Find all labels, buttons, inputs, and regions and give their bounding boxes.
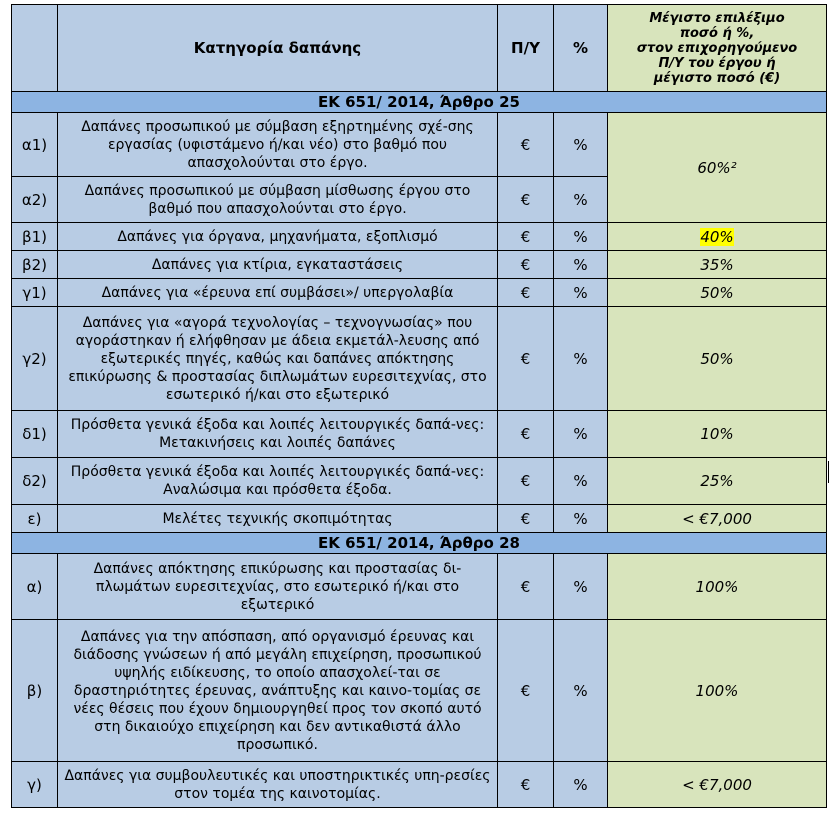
table-row [12,458,827,505]
row-pct: % [554,458,608,505]
row-description: Δαπάνες για κτίρια, εγκαταστάσεις [58,251,498,279]
row-py: € [498,411,554,458]
row-py: € [498,223,554,251]
header-max-line: μέγιστο ποσό (€) [653,70,781,86]
row-index: α2) [12,177,58,223]
table-row [12,620,827,762]
header-pct: % [554,5,608,92]
expense-table [11,4,827,808]
row-py: € [498,177,554,223]
row-max: 100% [608,554,827,620]
row-description: Δαπάνες για «έρευνα επί συμβάσει»/ υπεργολαβία [58,279,498,307]
row-index: β) [12,620,58,762]
row-description: Πρόσθετα γενικά έξοδα και λοιπές λειτουργικές δαπά-νες: Μετακινήσεις και λοιπές δαπάνες [58,411,498,458]
header-max-line: Μέγιστο επιλέξιμο [649,10,785,26]
table-row [12,762,827,808]
header-max [608,5,827,92]
row-py: € [498,620,554,762]
row-py: € [498,279,554,307]
table-row [12,411,827,458]
row-py: € [498,762,554,808]
section-title: ΕΚ 651/ 2014, Άρθρο 28 [12,533,827,554]
row-description: Πρόσθετα γενικά έξοδα και λοιπές λειτουργικές δαπά-νες: Αναλώσιμα και πρόσθετα έξοδα. [58,458,498,505]
row-pct: % [554,554,608,620]
row-max: 50% [608,279,827,307]
table-row [12,279,827,307]
table-row [12,223,827,251]
row-index: δ1) [12,411,58,458]
section-row [12,92,827,113]
row-index: α) [12,554,58,620]
row-index: β1) [12,223,58,251]
row-pct: % [554,307,608,411]
row-pct: % [554,762,608,808]
row-pct: % [554,251,608,279]
header-row [12,5,827,92]
table-row [12,113,827,177]
row-description: Δαπάνες προσωπικού με σύμβαση εξηρτημένης σχέ-σης εργασίας (υφιστάμενο ή/και νέο) στο βαθμό που απασχολούνται στο έργο. [58,113,498,177]
row-index: γ1) [12,279,58,307]
header-py: Π/Υ [498,5,554,92]
row-py: € [498,113,554,177]
row-max-merged: 60%² [608,113,827,223]
row-max: 50% [608,307,827,411]
row-pct: % [554,411,608,458]
section-title: ΕΚ 651/ 2014, Άρθρο 25 [12,92,827,113]
row-max: 35% [608,251,827,279]
row-max: 25% [608,458,827,505]
row-py: € [498,251,554,279]
header-blank [12,5,58,92]
row-description: Δαπάνες προσωπικού με σύμβαση μίσθωσης έργου στο βαθμό που απασχολούνται στο έργο. [58,177,498,223]
row-py: € [498,458,554,505]
row-description: Δαπάνες για «αγορά τεχνολογίας – τεχνογνωσίας» που αγοράστηκαν ή ελήφθησαν με άδεια εκμετάλ-λευσης από εξωτερικές πηγές, καθώς και δαπάνες απόκτησης επικύρωσης & προστασίας διπλωμάτων ευρεσιτεχνίας, στο εσωτερικό ή/και στο εξωτερικό [58,307,498,411]
header-max-line: στον επιχορηγούμενο [636,40,798,56]
row-index: β2) [12,251,58,279]
row-description: Δαπάνες απόκτησης επικύρωσης και προστασίας δι-πλωμάτων ευρεσιτεχνίας, στο εσωτερικό ή/και στο εξωτερικό [58,554,498,620]
row-description: Δαπάνες για συμβουλευτικές και υποστηρικτικές υπη-ρεσίες στον τομέα της καινοτομίας. [58,762,498,808]
header-max-line: ποσό ή %, [679,25,755,41]
section-row [12,533,827,554]
row-max: 100% [608,620,827,762]
row-max: 10% [608,411,827,458]
row-pct: % [554,177,608,223]
row-py: € [498,505,554,533]
table-row [12,307,827,411]
row-pct: % [554,620,608,762]
row-index: γ2) [12,307,58,411]
row-description: Δαπάνες για όργανα, μηχανήματα, εξοπλισμό [58,223,498,251]
header-max-line: Π/Υ του έργου ή [658,55,776,71]
highlighted-value: 40% [700,227,734,246]
row-index: ε) [12,505,58,533]
table-row [12,505,827,533]
cursor-mark [828,461,829,483]
row-max [608,223,827,251]
row-index: γ) [12,762,58,808]
row-pct: % [554,505,608,533]
row-description: Δαπάνες για την απόσπαση, από οργανισμό έρευνας και διάδοσης γνώσεων ή από μεγάλη επιχείρηση, προσωπικού υψηλής ειδίκευσης, το οποίο απασχολεί-ται σε δραστηριότητες έρευνας, ανάπτυξης και καινο-τομίας σε νέες θέσεις που έχουν δημιουργηθεί προς τον σκοπό αυτό στη δικαιούχο επιχείρηση και δεν αντικαθιστά άλλο προσωπικό. [58,620,498,762]
row-description: Μελέτες τεχνικής σκοπιμότητας [58,505,498,533]
row-index: α1) [12,113,58,177]
row-pct: % [554,113,608,177]
row-py: € [498,554,554,620]
table-row [12,251,827,279]
header-category: Κατηγορία δαπάνης [58,5,498,92]
row-pct: % [554,279,608,307]
row-max: < €7,000 [608,762,827,808]
row-py: € [498,307,554,411]
row-index: δ2) [12,458,58,505]
row-pct: % [554,223,608,251]
table-row [12,554,827,620]
row-max: < €7,000 [608,505,827,533]
